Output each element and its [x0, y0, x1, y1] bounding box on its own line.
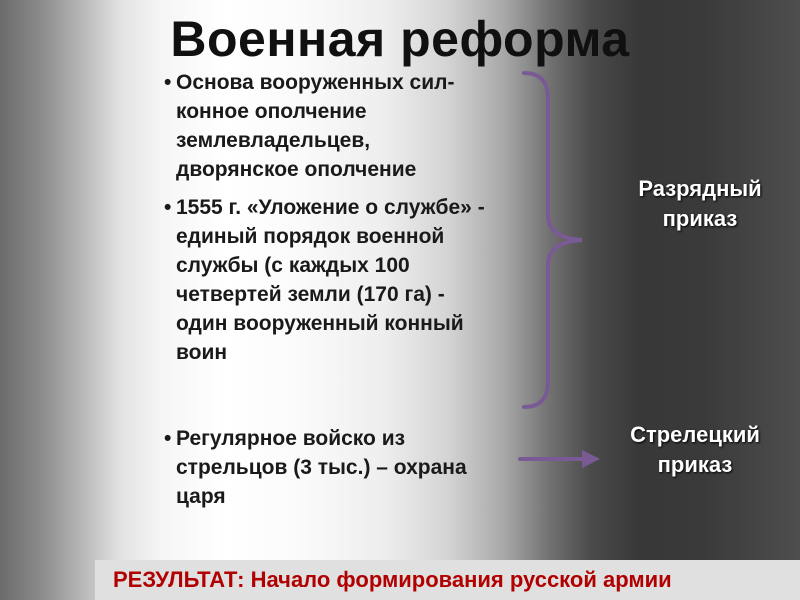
bullet-line: воин	[176, 341, 228, 364]
bullet-item	[164, 68, 544, 184]
bullet-line: Основа вооруженных сил-	[176, 71, 455, 94]
bullet-line: конное ополчение	[176, 100, 367, 123]
label-line: приказ	[657, 452, 733, 477]
razryad-prikaz-label	[600, 174, 800, 234]
bullet-line: один вооруженный конный	[176, 312, 464, 335]
bullet-item	[164, 424, 524, 511]
bullet-marker: •	[164, 71, 172, 94]
label-line: Разрядный	[638, 176, 762, 201]
bullet-item	[164, 193, 544, 367]
bullet-line: 1555 г. «Уложение о службе» -	[176, 196, 485, 219]
bullet-line: стрельцов (3 тыс.) – охрана	[176, 456, 467, 479]
label-line: приказ	[662, 206, 738, 231]
bullet-line: единый порядок военной	[176, 225, 445, 248]
bullet-marker: •	[164, 196, 172, 219]
bullet-line: землевладельцев,	[176, 129, 371, 152]
bullet-marker: •	[164, 427, 172, 450]
bullet-line: дворянское ополчение	[176, 158, 417, 181]
result-banner: РЕЗУЛЬТАТ: Начало формирования русской армии	[95, 560, 800, 600]
bullet-line: четвертей земли (170 га) -	[176, 283, 445, 306]
slide-title: Военная реформа	[170, 11, 630, 67]
bullet-line: Регулярное войско из	[176, 427, 406, 450]
bullet-line: службы (с каждых 100	[176, 254, 410, 277]
strelets-prikaz-label	[595, 420, 795, 480]
label-line: Стрелецкий	[630, 422, 760, 447]
bullet-line: царя	[176, 485, 226, 508]
